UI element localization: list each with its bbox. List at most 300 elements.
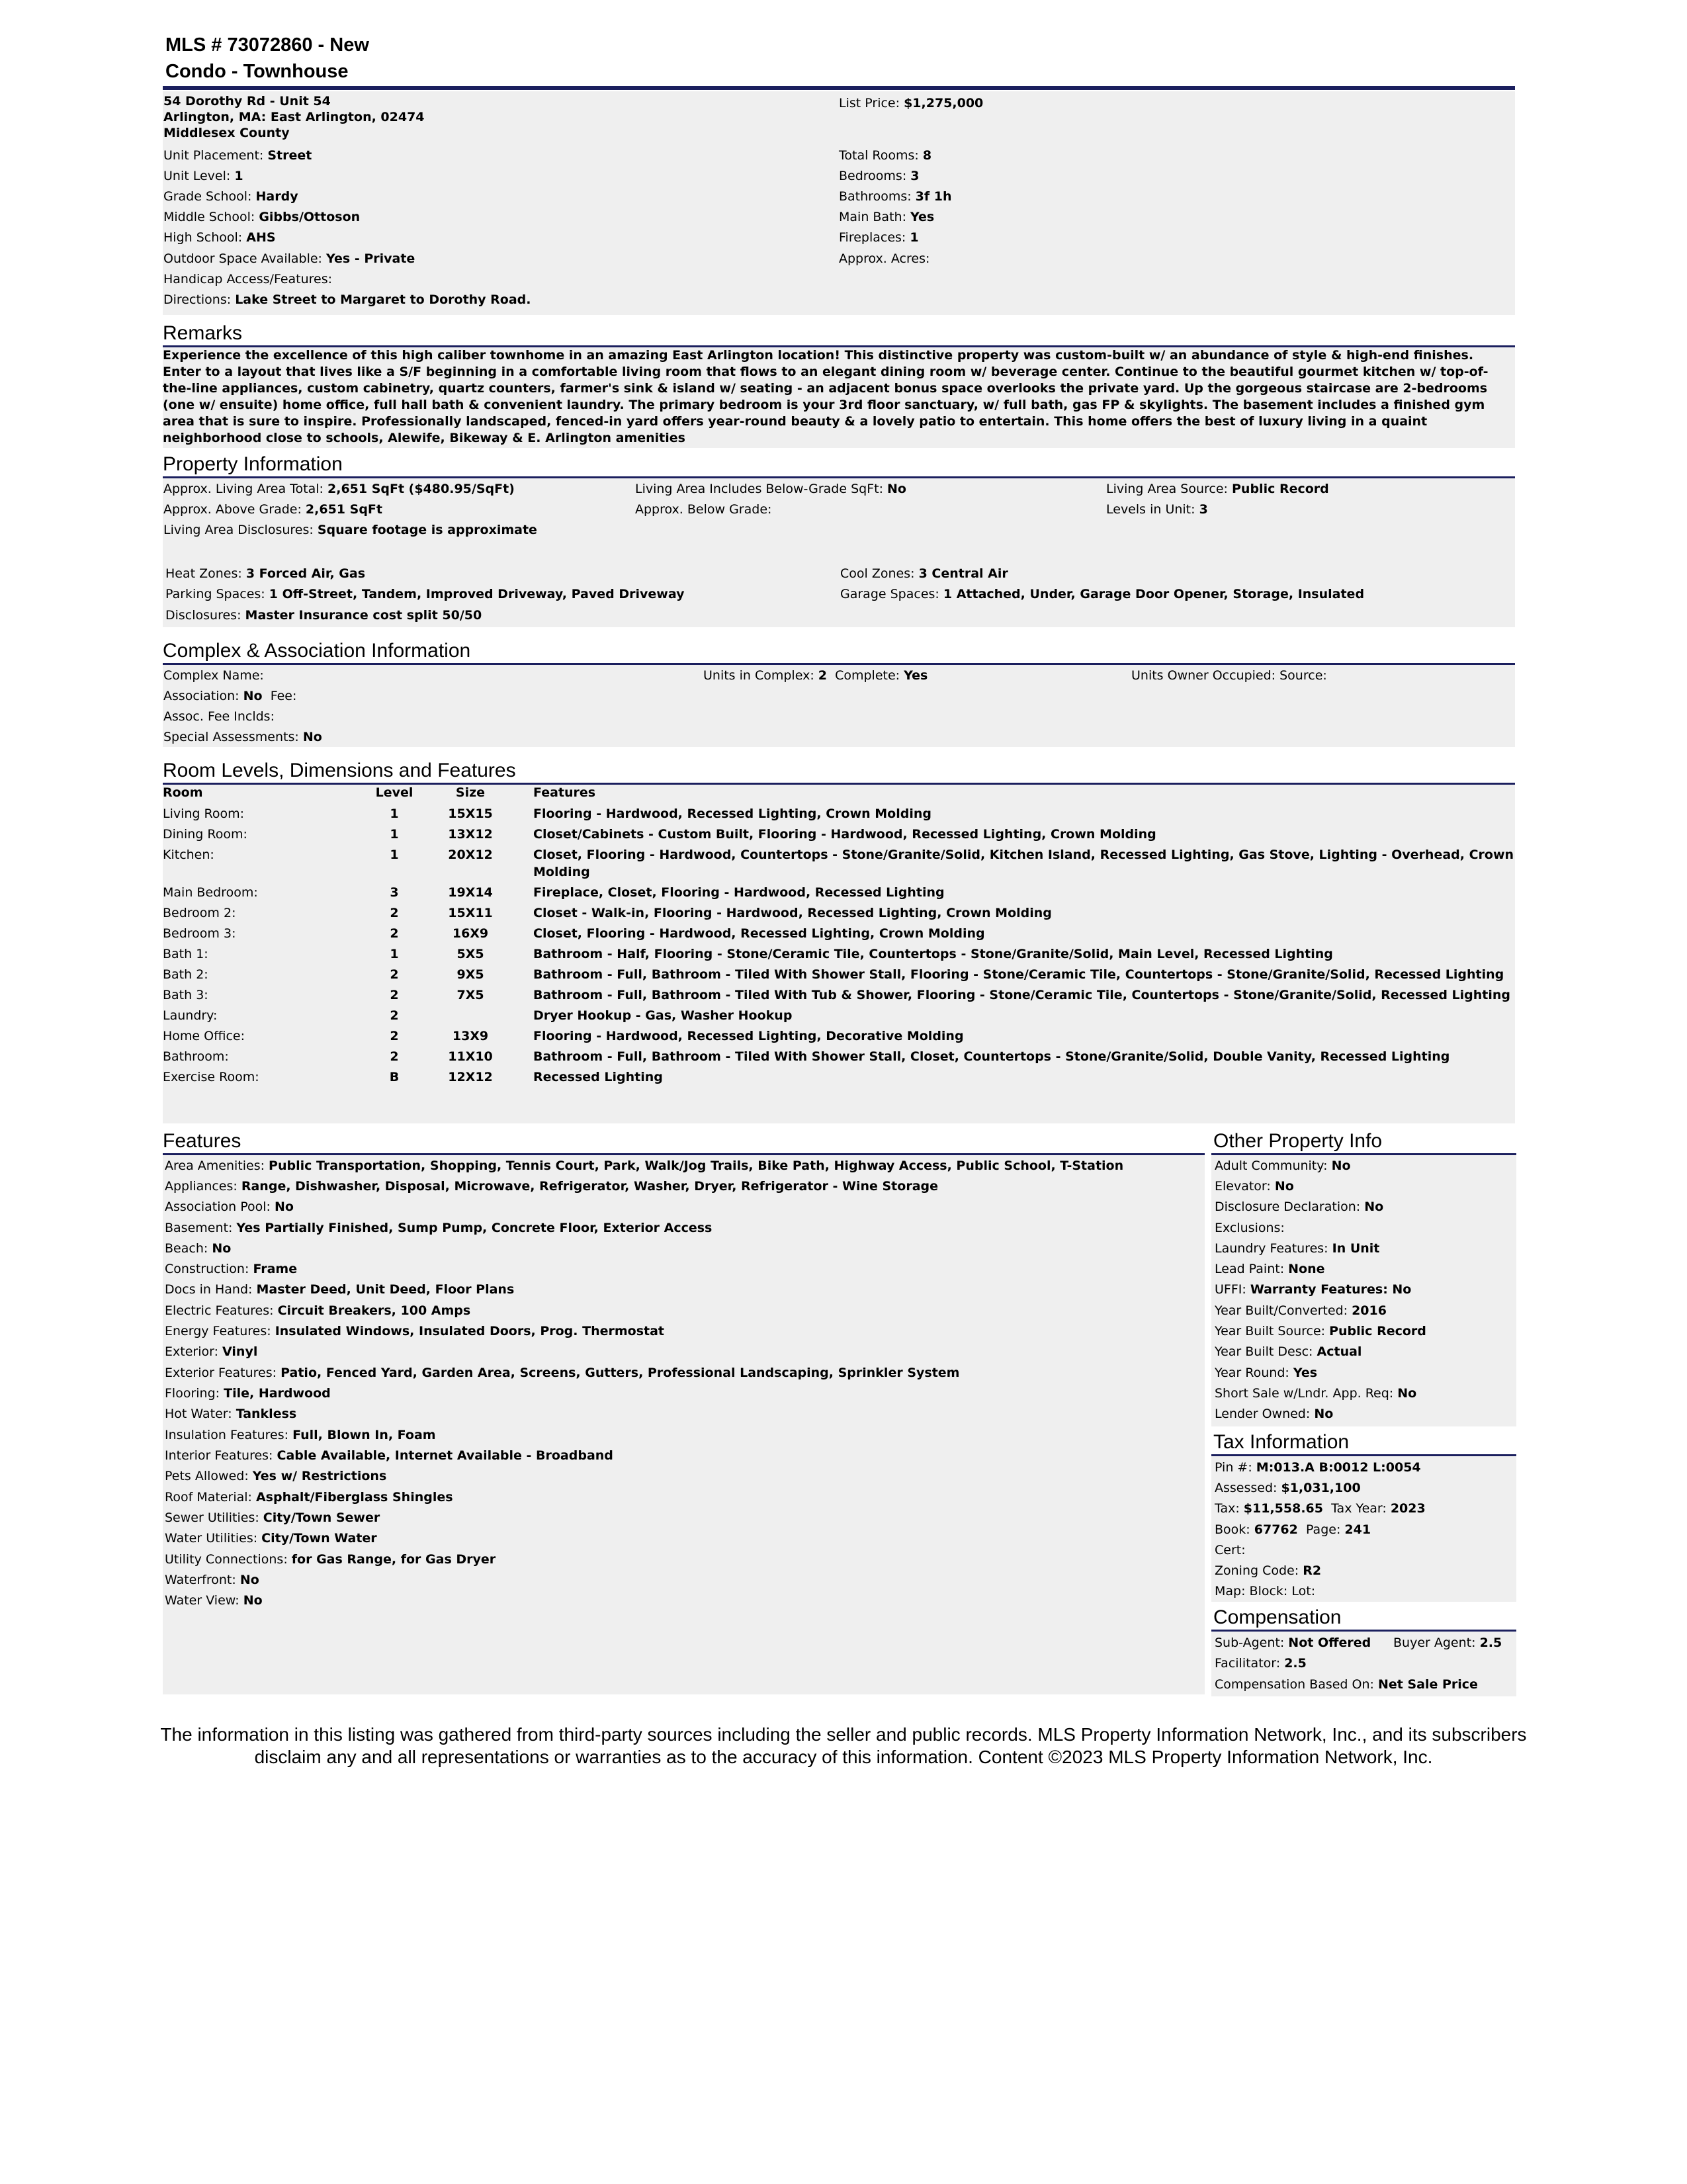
field-label: Appliances: bbox=[165, 1179, 238, 1194]
field-value: 3 bbox=[1199, 502, 1208, 517]
address-line-2: Arlington, MA: East Arlington, 02474 bbox=[163, 110, 425, 124]
field-value: Yes bbox=[910, 210, 935, 224]
field-label: Insulation Features: bbox=[165, 1428, 289, 1442]
list-price-value: $1,275,000 bbox=[904, 96, 984, 110]
field-label: Units in Complex: bbox=[703, 668, 814, 683]
field-label: Facilitator: bbox=[1215, 1656, 1281, 1671]
room-features: Dryer Hookup - Gas, Washer Hookup bbox=[533, 1008, 793, 1023]
field-label: Buyer Agent: bbox=[1393, 1636, 1476, 1650]
field-value: Cable Available, Internet Available - Broadband bbox=[277, 1448, 613, 1463]
tax-amount bbox=[1215, 1500, 1426, 1517]
room-level: 1 bbox=[390, 848, 399, 862]
room-features: Bathroom - Half, Flooring - Stone/Ceramic Tile, Countertops - Stone/Granite/Solid, Main Level, Recessed Lighting bbox=[533, 947, 1333, 961]
list-item bbox=[165, 1281, 514, 1298]
complex-title: Complex & Association Information bbox=[163, 640, 471, 662]
field-value: None bbox=[1288, 1262, 1325, 1276]
tax-title: Tax Information bbox=[1213, 1431, 1350, 1453]
list-item bbox=[165, 1467, 386, 1485]
field-value: 1 Off-Street, Tandem, Improved Driveway, Paved Driveway bbox=[269, 587, 685, 601]
room-level: 3 bbox=[390, 885, 399, 900]
cool-zones bbox=[840, 565, 1008, 582]
room-features: Bathroom - Full, Bathroom - Tiled With Shower Stall, Closet, Countertops - Stone/Granite/Solid, Double Vanity, Recessed Lighting bbox=[533, 1049, 1450, 1064]
field-value: Net Sale Price bbox=[1377, 1677, 1478, 1692]
level-header: Level bbox=[375, 785, 413, 800]
field-label: Pets Allowed: bbox=[165, 1469, 249, 1483]
room-size: 12X12 bbox=[448, 1070, 493, 1084]
field-value: 2.5 bbox=[1284, 1656, 1307, 1671]
field-value: Yes bbox=[1293, 1366, 1318, 1380]
field-value: Frame bbox=[253, 1262, 298, 1276]
field-label: Map: bbox=[1215, 1584, 1246, 1598]
field-label: UFFI: bbox=[1215, 1282, 1246, 1297]
field-value: No bbox=[212, 1241, 232, 1256]
list-item bbox=[165, 1323, 664, 1340]
list-item bbox=[165, 1260, 297, 1278]
field-value: No bbox=[243, 1593, 263, 1608]
table-row bbox=[163, 1069, 1515, 1089]
field-value: Public Record bbox=[1329, 1324, 1426, 1338]
units-in-complex bbox=[703, 667, 928, 684]
header-rule bbox=[163, 86, 1515, 90]
summary-field bbox=[839, 208, 934, 226]
list-item bbox=[165, 1198, 294, 1215]
field-label: Assoc. Fee Inclds: bbox=[163, 709, 275, 724]
table-row bbox=[163, 805, 1515, 826]
field-value: 2,651 SqFt ($480.95/SqFt) bbox=[327, 482, 515, 496]
room-level: 2 bbox=[390, 906, 399, 920]
field-value: 3 Forced Air, Gas bbox=[245, 566, 366, 581]
room-size: 9X5 bbox=[456, 967, 484, 982]
field-value: 2016 bbox=[1352, 1303, 1387, 1318]
list-item bbox=[1215, 1302, 1387, 1319]
list-item bbox=[165, 1385, 331, 1402]
list-item bbox=[1215, 1198, 1383, 1215]
field-label: Handicap Access/Features: bbox=[163, 272, 333, 286]
room-size: 16X9 bbox=[452, 926, 489, 941]
field-value: 2023 bbox=[1390, 1501, 1426, 1516]
field-value: City/Town Sewer bbox=[263, 1510, 380, 1525]
field-label: Waterfront: bbox=[165, 1573, 236, 1587]
field-value: Range, Dishwasher, Disposal, Microwave, Refrigerator, Washer, Dryer, Refrigerator - Wine Storage bbox=[241, 1179, 938, 1194]
field-value: In Unit bbox=[1332, 1241, 1380, 1256]
list-item bbox=[165, 1364, 959, 1381]
property-info-title: Property Information bbox=[163, 453, 343, 475]
assoc-fee-inclds bbox=[163, 708, 275, 725]
field-label: Cool Zones: bbox=[840, 566, 915, 581]
table-row bbox=[163, 986, 1515, 1007]
table-row bbox=[163, 925, 1515, 945]
field-value: No bbox=[1274, 1179, 1294, 1194]
field-value: $11,558.65 bbox=[1243, 1501, 1323, 1516]
field-value: No bbox=[1331, 1158, 1351, 1173]
room-features: Flooring - Hardwood, Recessed Lighting, Decorative Molding bbox=[533, 1029, 964, 1043]
list-item bbox=[1215, 1240, 1379, 1257]
field-label: Hot Water: bbox=[165, 1407, 232, 1421]
field-label: Living Area Includes Below-Grade SqFt: bbox=[635, 482, 883, 496]
room-name: Bath 1: bbox=[163, 947, 208, 961]
field-value: 3 bbox=[910, 169, 920, 183]
field-label: Pin #: bbox=[1215, 1460, 1252, 1475]
field-value: No bbox=[274, 1200, 294, 1214]
list-item bbox=[1215, 1157, 1351, 1174]
room-level: 2 bbox=[390, 1008, 399, 1023]
table-row bbox=[163, 966, 1515, 986]
field-label: Roof Material: bbox=[165, 1490, 252, 1505]
list-item bbox=[165, 1178, 938, 1195]
room-name: Bedroom 3: bbox=[163, 926, 236, 941]
field-label: Cert: bbox=[1215, 1543, 1246, 1557]
room-level: 1 bbox=[390, 947, 399, 961]
list-item bbox=[1215, 1323, 1426, 1340]
field-value: 8 bbox=[922, 148, 932, 163]
field-label: Energy Features: bbox=[165, 1324, 271, 1338]
field-label: Flooring: bbox=[165, 1386, 220, 1401]
disclaimer-line-1: The information in this listing was gathered from third-party sources including the seller and public records. MLS Property Information Network, Inc., and its subscribers bbox=[160, 1724, 1527, 1745]
field-label: Year Built/Converted: bbox=[1215, 1303, 1348, 1318]
summary-field bbox=[839, 167, 920, 185]
field-value: No bbox=[1397, 1386, 1417, 1401]
field-label: Grade School: bbox=[163, 189, 252, 204]
field-label: Year Built Source: bbox=[1215, 1324, 1326, 1338]
list-item bbox=[1215, 1405, 1333, 1422]
field-value: AHS bbox=[246, 230, 276, 245]
compensation-title: Compensation bbox=[1213, 1606, 1342, 1628]
sub-agent bbox=[1215, 1634, 1371, 1651]
field-label: Page: bbox=[1305, 1522, 1341, 1537]
table-row bbox=[163, 1007, 1515, 1027]
list-price bbox=[839, 95, 983, 112]
field-label: High School: bbox=[163, 230, 243, 245]
field-label: Short Sale w/Lndr. App. Req: bbox=[1215, 1386, 1394, 1401]
field-label: Compensation Based On: bbox=[1215, 1677, 1374, 1692]
room-features: Closet/Cabinets - Custom Built, Flooring - Hardwood, Recessed Lighting, Crown Molding bbox=[533, 827, 1156, 842]
field-label: Adult Community: bbox=[1215, 1158, 1328, 1173]
room-level: 2 bbox=[390, 988, 399, 1002]
room-level: 2 bbox=[390, 1049, 399, 1064]
zoning-code bbox=[1215, 1562, 1321, 1579]
field-label: Complete: bbox=[835, 668, 900, 683]
disclaimer-footer bbox=[132, 1724, 1555, 1769]
list-item bbox=[1215, 1178, 1294, 1195]
list-item bbox=[165, 1219, 712, 1237]
field-label: Interior Features: bbox=[165, 1448, 273, 1463]
field-label: Zoning Code: bbox=[1215, 1563, 1299, 1578]
summary-field bbox=[163, 208, 360, 226]
field-value: 1 bbox=[234, 169, 243, 183]
field-value: Vinyl bbox=[222, 1344, 258, 1359]
field-value: 67762 bbox=[1254, 1522, 1298, 1537]
field-label: Heat Zones: bbox=[165, 566, 242, 581]
field-value: Circuit Breakers, 100 Amps bbox=[277, 1303, 471, 1318]
field-label: Garage Spaces: bbox=[840, 587, 939, 601]
table-row bbox=[163, 1027, 1515, 1048]
field-value: Public Transportation, Shopping, Tennis Court, Park, Walk/Jog Trails, Bike Path, Highway Access, Public School, T-Station bbox=[269, 1158, 1124, 1173]
field-value: 2 bbox=[818, 668, 827, 683]
room-level: 2 bbox=[390, 1029, 399, 1043]
above-grade bbox=[163, 501, 382, 518]
units-owner-occupied bbox=[1131, 667, 1327, 684]
summary-field bbox=[163, 229, 276, 246]
address-line-1: 54 Dorothy Rd - Unit 54 bbox=[163, 94, 331, 109]
field-label: Bedrooms: bbox=[839, 169, 907, 183]
list-item bbox=[165, 1240, 231, 1257]
county: Middlesex County bbox=[163, 126, 290, 140]
cert bbox=[1215, 1542, 1246, 1559]
levels-in-unit bbox=[1106, 501, 1208, 518]
field-label: Block: bbox=[1249, 1584, 1288, 1598]
field-value: No bbox=[302, 730, 322, 744]
field-value: Street bbox=[267, 148, 312, 163]
room-name: Living Room: bbox=[163, 807, 245, 821]
table-row bbox=[163, 884, 1515, 904]
room-name: Bedroom 2: bbox=[163, 906, 236, 920]
field-label: Association: bbox=[163, 689, 239, 703]
room-level: 1 bbox=[390, 827, 399, 842]
field-label: Exclusions: bbox=[1215, 1221, 1285, 1235]
field-value: 3 Central Air bbox=[918, 566, 1008, 581]
listing-header bbox=[165, 32, 369, 85]
field-label: Middle School: bbox=[163, 210, 255, 224]
field-value: No bbox=[239, 1573, 259, 1587]
summary-field bbox=[163, 167, 243, 185]
room-size: 13X9 bbox=[452, 1029, 489, 1043]
field-label: Utility Connections: bbox=[165, 1552, 288, 1567]
list-item bbox=[165, 1551, 496, 1568]
field-label: Exterior Features: bbox=[165, 1366, 277, 1380]
field-value: Yes bbox=[904, 668, 928, 683]
garage-spaces bbox=[840, 586, 1364, 603]
field-label: Approx. Living Area Total: bbox=[163, 482, 324, 496]
field-value: M:013.A B:0012 L:0054 bbox=[1256, 1460, 1421, 1475]
complex-name bbox=[163, 667, 264, 684]
summary-field bbox=[839, 229, 919, 246]
list-item bbox=[165, 1489, 453, 1506]
size-header: Size bbox=[455, 785, 486, 800]
field-value: Public Record bbox=[1232, 482, 1329, 496]
field-label: Main Bath: bbox=[839, 210, 906, 224]
field-value: Warranty Features: No bbox=[1250, 1282, 1412, 1297]
below-grade-included bbox=[635, 480, 906, 498]
field-value: Square footage is approximate bbox=[317, 523, 537, 537]
list-item bbox=[1215, 1343, 1362, 1360]
field-value: Yes Partially Finished, Sump Pump, Concrete Floor, Exterior Access bbox=[236, 1221, 713, 1235]
field-value: 1 bbox=[910, 230, 919, 245]
field-value: Full, Blown In, Foam bbox=[292, 1428, 436, 1442]
field-label: Outdoor Space Available: bbox=[163, 251, 322, 266]
field-label: Living Area Source: bbox=[1106, 482, 1228, 496]
field-label: Source: bbox=[1279, 668, 1327, 683]
field-value: 241 bbox=[1344, 1522, 1371, 1537]
list-item bbox=[1215, 1281, 1411, 1298]
room-features: Closet, Flooring - Hardwood, Countertops - Stone/Granite/Solid, Kitchen Island, Recessed Lighting, Gas Stove, Lighting - Overhead, Crown Molding bbox=[533, 848, 1514, 879]
room-size: 19X14 bbox=[448, 885, 493, 900]
field-value: 2.5 bbox=[1479, 1636, 1502, 1650]
field-label: Lender Owned: bbox=[1215, 1407, 1311, 1421]
room-level: 2 bbox=[390, 926, 399, 941]
room-features: Recessed Lighting bbox=[533, 1070, 663, 1084]
field-label: Exterior: bbox=[165, 1344, 218, 1359]
table-row bbox=[163, 826, 1515, 846]
field-value: for Gas Range, for Gas Dryer bbox=[291, 1552, 496, 1567]
features-header: Features bbox=[533, 785, 596, 800]
field-label: Approx. Acres: bbox=[839, 251, 930, 266]
room-size: 13X12 bbox=[448, 827, 493, 842]
field-label: Approx. Below Grade: bbox=[635, 502, 772, 517]
field-label: Year Built Desc: bbox=[1215, 1344, 1313, 1359]
field-label: Units Owner Occupied: bbox=[1131, 668, 1276, 683]
buyer-agent bbox=[1393, 1634, 1502, 1651]
list-item bbox=[165, 1592, 263, 1609]
field-value: Lake Street to Margaret to Dorothy Road. bbox=[235, 292, 531, 307]
field-value: Patio, Fenced Yard, Garden Area, Screens, Gutters, Professional Landscaping, Sprinkler System bbox=[281, 1366, 960, 1380]
list-item bbox=[165, 1426, 436, 1444]
parking-spaces bbox=[165, 586, 684, 603]
property-type: Condo - Townhouse bbox=[165, 61, 349, 82]
room-name: Main Bedroom: bbox=[163, 885, 258, 900]
field-value: No bbox=[887, 482, 906, 496]
field-value: Gibbs/Ottoson bbox=[259, 210, 361, 224]
field-value: Yes - Private bbox=[326, 251, 415, 266]
field-label: Beach: bbox=[165, 1241, 208, 1256]
rooms-table bbox=[163, 785, 1515, 1089]
room-level: 1 bbox=[390, 807, 399, 821]
room-size: 7X5 bbox=[456, 988, 484, 1002]
field-label: Basement: bbox=[165, 1221, 233, 1235]
living-area-disclosures bbox=[163, 521, 537, 539]
field-label: Elevator: bbox=[1215, 1179, 1271, 1194]
field-value: 3f 1h bbox=[915, 189, 952, 204]
room-features: Fireplace, Closet, Flooring - Hardwood, Recessed Lighting bbox=[533, 885, 945, 900]
summary-field bbox=[839, 188, 952, 205]
field-value: No bbox=[1364, 1200, 1384, 1214]
living-area-total bbox=[163, 480, 515, 498]
room-name: Home Office: bbox=[163, 1029, 245, 1043]
field-label: Unit Placement: bbox=[163, 148, 264, 163]
room-size: 15X11 bbox=[448, 906, 493, 920]
pin bbox=[1215, 1459, 1421, 1476]
field-label: Unit Level: bbox=[163, 169, 231, 183]
room-size: 20X12 bbox=[448, 848, 493, 862]
field-value: No bbox=[243, 689, 263, 703]
list-item bbox=[165, 1157, 1123, 1174]
field-label: Complex Name: bbox=[163, 668, 264, 683]
list-item bbox=[1215, 1219, 1285, 1237]
field-label: Laundry Features: bbox=[1215, 1241, 1328, 1256]
field-label: Fee: bbox=[270, 689, 297, 703]
list-item bbox=[165, 1302, 470, 1319]
room-size bbox=[424, 1007, 517, 1027]
rooms-header-row bbox=[163, 785, 1515, 805]
other-info-title: Other Property Info bbox=[1213, 1130, 1383, 1152]
summary-field bbox=[163, 147, 312, 164]
room-size: 5X5 bbox=[456, 947, 484, 961]
field-label: Living Area Disclosures: bbox=[163, 523, 314, 537]
room-features: Flooring - Hardwood, Recessed Lighting, Crown Molding bbox=[533, 807, 931, 821]
room-name: Kitchen: bbox=[163, 848, 214, 862]
list-item bbox=[1215, 1260, 1325, 1278]
compensation-based-on bbox=[1215, 1676, 1478, 1693]
room-features: Closet, Flooring - Hardwood, Recessed Lighting, Crown Molding bbox=[533, 926, 985, 941]
field-label: Book: bbox=[1215, 1522, 1250, 1537]
field-value: $1,031,100 bbox=[1281, 1481, 1361, 1495]
field-label: Water View: bbox=[165, 1593, 239, 1608]
heat-zones bbox=[165, 565, 365, 582]
list-item bbox=[165, 1509, 380, 1526]
room-name: Exercise Room: bbox=[163, 1070, 259, 1084]
room-features: Bathroom - Full, Bathroom - Tiled With Shower Stall, Flooring - Stone/Ceramic Tile, Countertops - Stone/Granite/Solid, Recessed Lighting bbox=[533, 967, 1504, 982]
table-row bbox=[163, 846, 1515, 884]
room-header: Room bbox=[163, 785, 203, 800]
list-item bbox=[165, 1571, 259, 1589]
field-value: 1 Attached, Under, Garage Door Opener, Storage, Insulated bbox=[943, 587, 1365, 601]
field-label: Disclosures: bbox=[165, 608, 241, 623]
remarks-title: Remarks bbox=[163, 322, 243, 344]
field-value: Asphalt/Fiberglass Shingles bbox=[255, 1490, 453, 1505]
list-item bbox=[165, 1530, 377, 1547]
below-grade bbox=[635, 501, 771, 518]
field-value: Actual bbox=[1317, 1344, 1362, 1359]
field-label: Tax: bbox=[1215, 1501, 1240, 1516]
field-value: Tile, Hardwood bbox=[224, 1386, 331, 1401]
room-name: Bathroom: bbox=[163, 1049, 229, 1064]
field-label: Docs in Hand: bbox=[165, 1282, 253, 1297]
field-label: Electric Features: bbox=[165, 1303, 274, 1318]
room-level: 2 bbox=[390, 967, 399, 982]
summary-field bbox=[163, 291, 531, 308]
summary-field bbox=[839, 147, 931, 164]
field-label: Special Assessments: bbox=[163, 730, 299, 744]
table-row bbox=[163, 945, 1515, 966]
field-value: Hardy bbox=[255, 189, 298, 204]
field-label: Approx. Above Grade: bbox=[163, 502, 302, 517]
room-features: Bathroom - Full, Bathroom - Tiled With Tub & Shower, Flooring - Stone/Ceramic Tile, Countertops - Stone/Granite/Solid, Recessed Lighting bbox=[533, 988, 1511, 1002]
field-label: Tax Year: bbox=[1331, 1501, 1387, 1516]
mls-number: MLS # 73072860 - New bbox=[165, 34, 369, 56]
field-label: Fireplaces: bbox=[839, 230, 906, 245]
field-label: Directions: bbox=[163, 292, 232, 307]
field-label: Lead Paint: bbox=[1215, 1262, 1285, 1276]
field-value: Insulated Windows, Insulated Doors, Prog. Thermostat bbox=[275, 1324, 665, 1338]
disclaimer-line-2: disclaim any and all representations or warranties as to the accuracy of this information. Content ©2023 MLS Property Information Network, Inc. bbox=[254, 1747, 1433, 1767]
assessed bbox=[1215, 1479, 1361, 1497]
list-item bbox=[1215, 1364, 1317, 1381]
remarks-text: Experience the excellence of this high caliber townhome in an amazing East Arlington location! This distinctive property was custom-built w/ an abundance of style & high-end finishes. Enter to a layout that lives like a S/F beginning in a comfortable living room that flows to an elegant dining room w/ beverage center. Continue to the beautiful gourmet kitchen w/ top-of-the-line appliances, custom cabinetry, quartz counters, farmer's sink & island w/ seating - an adjacent bonus space overlooks the private yard. Up the gorgeous staircase are 2-bedrooms (one w/ ensuite) home office, full hall bath & convenient laundry. The primary bedroom is your 3rd floor sanctuary, w/ full bath, gas FP & skylights. The basement includes a finished gym area that is sure to inspire. Professionally landscaped, fenced-in yard offers year-round beauty & a lovely patio to entertain. This home offers the best of luxury living in a quaint neighborhood close to schools, Alewife, Bikeway & E. Arlington amenities bbox=[163, 348, 1489, 445]
list-item bbox=[165, 1343, 257, 1360]
field-label: Total Rooms: bbox=[839, 148, 919, 163]
summary-field bbox=[163, 250, 415, 267]
field-value: 2,651 SqFt bbox=[305, 502, 382, 517]
field-value: Yes w/ Restrictions bbox=[252, 1469, 387, 1483]
special-assessments bbox=[163, 728, 322, 746]
summary-field bbox=[163, 188, 298, 205]
field-value: R2 bbox=[1303, 1563, 1322, 1578]
summary-field bbox=[839, 250, 930, 267]
room-name: Dining Room: bbox=[163, 827, 247, 842]
list-item bbox=[165, 1405, 296, 1422]
field-label: Parking Spaces: bbox=[165, 587, 265, 601]
field-value: Not Offered bbox=[1288, 1636, 1371, 1650]
field-label: Lot: bbox=[1291, 1584, 1316, 1598]
field-value: City/Town Water bbox=[261, 1531, 377, 1546]
field-value: Tankless bbox=[236, 1407, 297, 1421]
living-area-source bbox=[1106, 480, 1329, 498]
field-label: Disclosure Declaration: bbox=[1215, 1200, 1361, 1214]
summary-field bbox=[163, 271, 332, 288]
features-title: Features bbox=[163, 1130, 241, 1152]
book-page bbox=[1215, 1521, 1371, 1538]
list-item bbox=[165, 1447, 613, 1464]
field-value: Master Insurance cost split 50/50 bbox=[245, 608, 482, 623]
